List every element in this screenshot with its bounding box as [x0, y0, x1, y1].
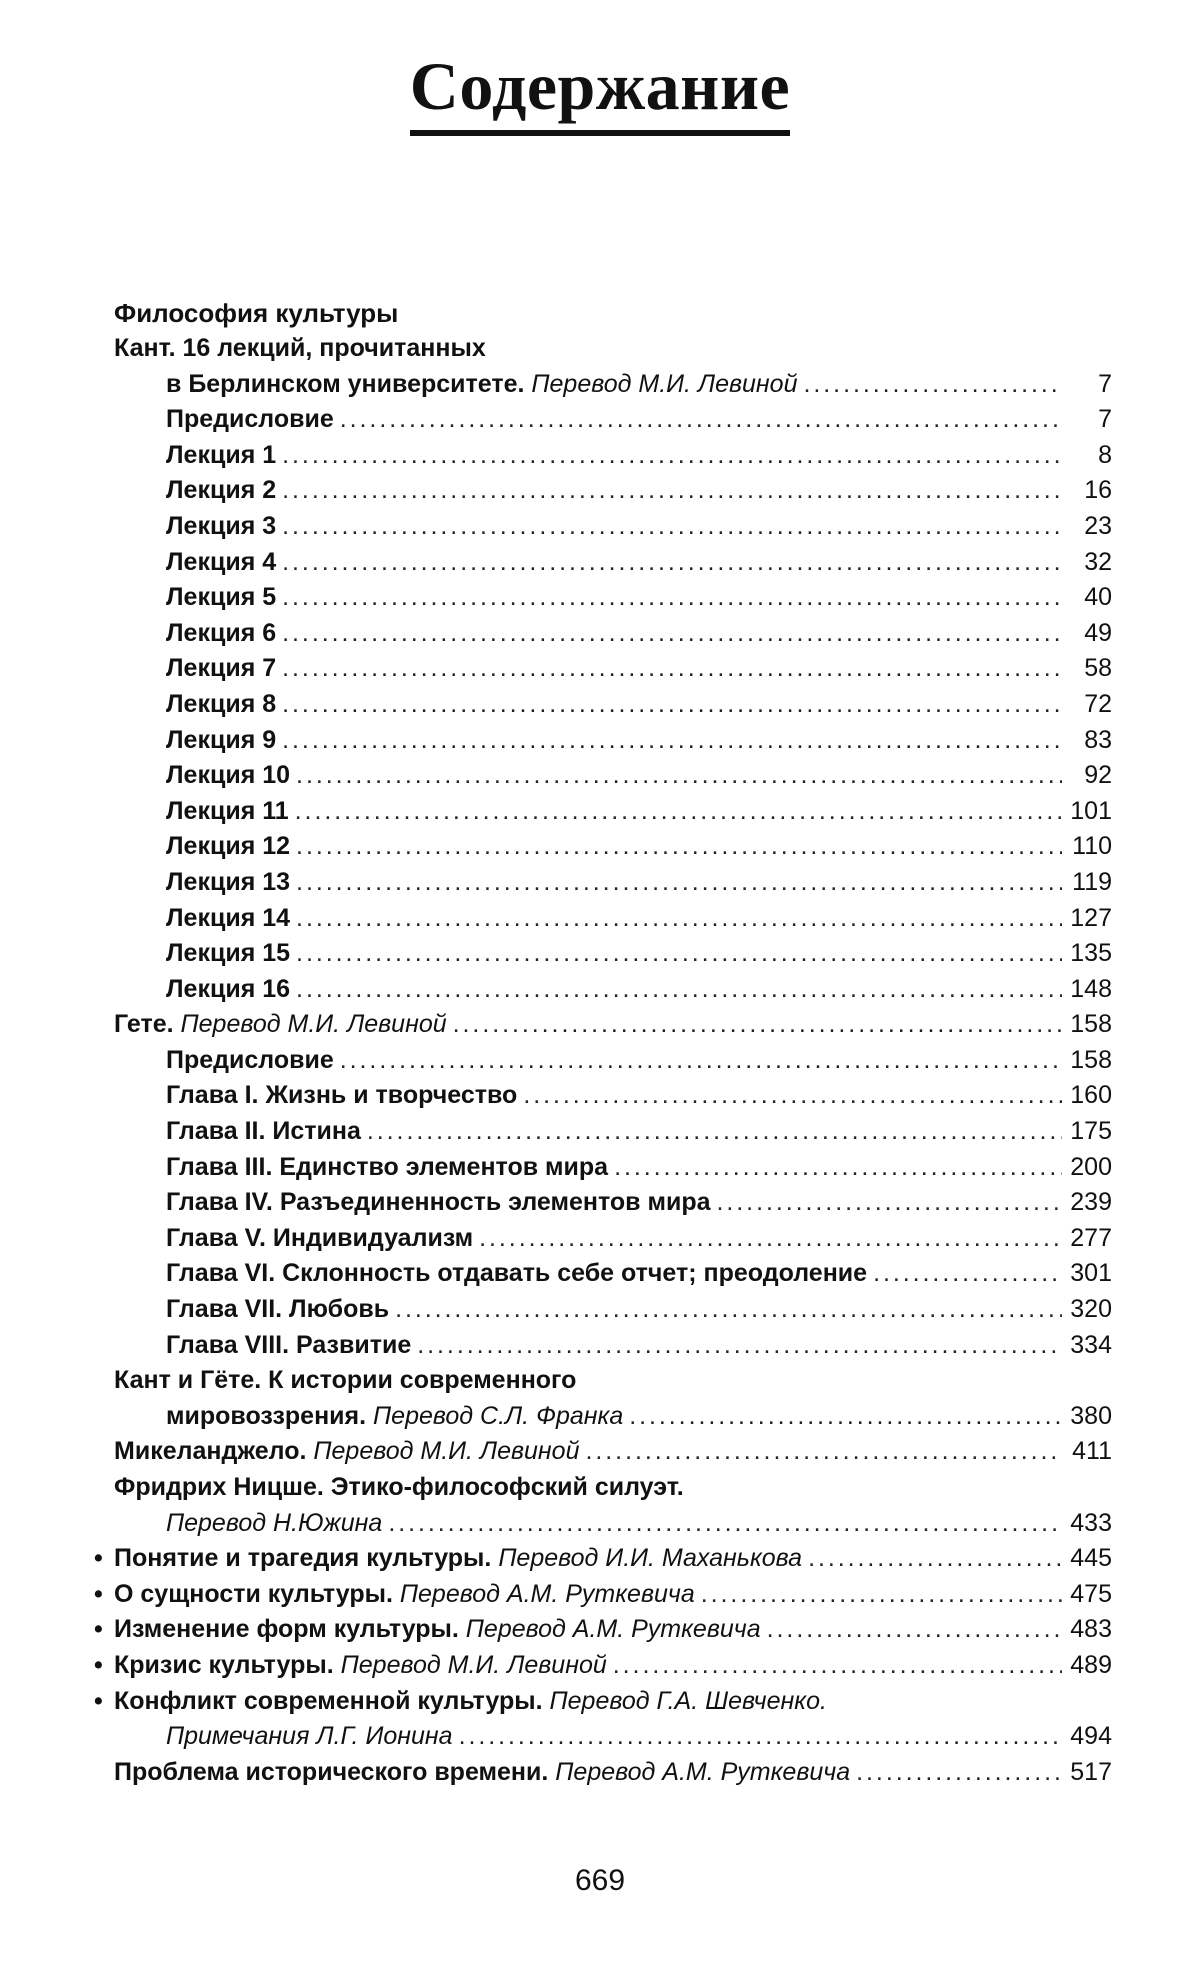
dot-leader: [614, 1150, 1062, 1186]
toc-entry[interactable]: [114, 1043, 1112, 1079]
goethe-chapters-list: [114, 1043, 1112, 1363]
dot-leader: [282, 438, 1062, 474]
toc-entry[interactable]: [114, 723, 1112, 759]
page-ref: 475: [1070, 1579, 1112, 1608]
dot-leader: [804, 367, 1063, 403]
toc-entry-kant[interactable]: [114, 367, 1112, 403]
dot-leader: [586, 1434, 1063, 1470]
page-ref: 334: [1070, 1330, 1112, 1359]
page-ref: 119: [1072, 867, 1112, 896]
page-ref: 83: [1084, 725, 1112, 754]
toc-entry[interactable]: [94, 1612, 1112, 1648]
dot-leader: [873, 1256, 1062, 1292]
entry-title: Лекция 11: [166, 796, 289, 825]
toc-entry-problem[interactable]: [114, 1755, 1112, 1791]
dot-leader: [296, 901, 1062, 937]
page-ref: 380: [1070, 1401, 1112, 1430]
toc-entry[interactable]: [114, 438, 1112, 474]
entry-title: Лекция 14: [166, 903, 291, 932]
dot-leader: [282, 723, 1062, 759]
page-ref: 200: [1070, 1152, 1112, 1181]
toc-entry[interactable]: [114, 1150, 1112, 1186]
bullet-mark: •: [94, 1686, 103, 1715]
entry-translator: Перевод С.Л. Франка: [373, 1401, 624, 1430]
table-of-contents: [94, 295, 1112, 1790]
toc-entry[interactable]: [94, 1541, 1112, 1577]
entry-translator: Перевод А.М. Руткевича: [555, 1757, 851, 1786]
entry-title: Лекция 5: [166, 583, 277, 612]
dot-leader: [367, 1114, 1062, 1150]
page-ref: 58: [1084, 654, 1112, 683]
dot-leader: [701, 1577, 1062, 1613]
entry-title: Лекция 2: [166, 476, 277, 505]
toc-entry[interactable]: [94, 1648, 1112, 1684]
page-ref: 127: [1070, 903, 1112, 932]
entry-translator: Перевод И.И. Маханькова: [498, 1544, 803, 1573]
page-ref: 301: [1070, 1259, 1112, 1288]
toc-entry[interactable]: [114, 1256, 1112, 1292]
entry-title: Гете.: [114, 1010, 174, 1039]
entry-title: Лекция 16: [166, 974, 291, 1003]
page-title: Содержание: [0, 52, 1200, 136]
entry-title: Лекция 1: [166, 440, 277, 469]
page-ref: 411: [1072, 1437, 1112, 1466]
page-ref: 160: [1070, 1081, 1112, 1110]
page-ref: 7: [1098, 369, 1112, 398]
page-ref: 483: [1070, 1615, 1112, 1644]
entry-title: Лекция 13: [166, 867, 291, 896]
section-heading: Философия культуры: [114, 298, 399, 328]
entry-title: Микеланджело.: [114, 1437, 307, 1466]
toc-entry-kant-goethe-title: Кант и Гёте. К истории современного: [114, 1366, 577, 1395]
entry-title: Проблема исторического времени.: [114, 1757, 549, 1786]
dot-leader: [340, 1043, 1062, 1079]
toc-entry[interactable]: [114, 972, 1112, 1008]
entry-title: Лекция 12: [166, 832, 291, 861]
dot-leader: [282, 687, 1062, 723]
page-ref: 175: [1070, 1117, 1112, 1146]
toc-entry[interactable]: [114, 1114, 1112, 1150]
dot-leader: [296, 758, 1062, 794]
page-ref: 32: [1084, 547, 1112, 576]
toc-entry[interactable]: [114, 1328, 1112, 1364]
page-ref: 40: [1084, 583, 1112, 612]
entry-translator: Перевод М.И. Левиной: [313, 1437, 580, 1466]
bulleted-entries-list: [94, 1541, 1112, 1683]
bullet-mark: •: [94, 1615, 103, 1644]
toc-entry[interactable]: [114, 901, 1112, 937]
toc-entry-goethe[interactable]: [114, 1007, 1112, 1043]
toc-entry-conflict-title: [94, 1684, 1112, 1720]
dot-leader: [767, 1612, 1062, 1648]
toc-entry[interactable]: [114, 1292, 1112, 1328]
entry-title: Изменение форм культуры.: [114, 1615, 459, 1644]
toc-entry[interactable]: [114, 865, 1112, 901]
entry-title: Кризис культуры.: [114, 1650, 334, 1679]
entry-title: Глава V. Индивидуализм: [166, 1223, 474, 1252]
entry-title: мировоззрения.: [166, 1401, 367, 1430]
toc-entry-nietzsche-title: Фридрих Ницше. Этико-философский силуэт.: [114, 1473, 684, 1501]
page-ref: 433: [1070, 1508, 1112, 1537]
toc-entry[interactable]: [114, 473, 1112, 509]
entry-translator: Перевод Н.Южина: [166, 1508, 383, 1537]
page-ref: 148: [1070, 974, 1112, 1003]
page-ref: 16: [1084, 476, 1112, 505]
toc-entry-conflict[interactable]: [114, 1719, 1112, 1755]
entry-title: Предисловие: [166, 1045, 334, 1074]
entry-translator: Перевод М.И. Левиной: [531, 369, 798, 398]
dot-leader: [282, 509, 1062, 545]
page-ref: 92: [1084, 761, 1112, 790]
toc-entry[interactable]: [114, 616, 1112, 652]
entry-title: Лекция 15: [166, 939, 291, 968]
entry-title: Лекция 9: [166, 725, 277, 754]
entry-title: Конфликт современной культуры.: [114, 1686, 543, 1715]
dot-leader: [417, 1328, 1062, 1364]
page-ref: 101: [1070, 796, 1112, 825]
entry-title: Предисловие: [166, 405, 334, 434]
toc-entry[interactable]: [114, 509, 1112, 545]
page-ref: 49: [1084, 618, 1112, 647]
toc-entry[interactable]: [114, 936, 1112, 972]
dot-leader: [296, 829, 1062, 865]
page-ref: 445: [1070, 1544, 1112, 1573]
dot-leader: [296, 972, 1062, 1008]
page-ref: 158: [1070, 1045, 1112, 1074]
bullet-mark: •: [94, 1544, 103, 1573]
entry-translator: Перевод М.И. Левиной: [180, 1010, 447, 1039]
entry-title: Глава VIII. Развитие: [166, 1330, 412, 1359]
page-ref: 320: [1070, 1295, 1112, 1324]
dot-leader: [717, 1185, 1063, 1221]
entry-title: Лекция 8: [166, 689, 277, 718]
toc-entry[interactable]: [114, 1078, 1112, 1114]
page-ref: 239: [1070, 1188, 1112, 1217]
toc-entry-kant-title: Кант. 16 лекций, прочитанных: [114, 334, 486, 362]
dot-leader: [629, 1399, 1062, 1435]
page-ref: 8: [1098, 440, 1112, 469]
page-ref: 277: [1070, 1223, 1112, 1252]
entry-title: Лекция 4: [166, 547, 277, 576]
entry-title: Глава I. Жизнь и творчество: [166, 1081, 518, 1110]
dot-leader: [523, 1078, 1062, 1114]
dot-leader: [388, 1506, 1062, 1542]
entry-title: Глава II. Истина: [166, 1117, 361, 1146]
dot-leader: [856, 1755, 1062, 1791]
kant-lectures-list: [114, 402, 1112, 1007]
entry-title: Глава VI. Склонность отдавать себе отчет; преодоление: [166, 1259, 868, 1288]
entry-translator: Перевод Г.А. Шевченко.: [549, 1686, 827, 1715]
entry-title: О сущности культуры.: [114, 1579, 393, 1608]
entry-title: Лекция 7: [166, 654, 277, 683]
toc-entry[interactable]: [114, 651, 1112, 687]
entry-title: Понятие и трагедия культуры.: [114, 1544, 492, 1573]
dot-leader: [282, 580, 1062, 616]
page-ref: 158: [1070, 1010, 1112, 1039]
bullet-mark: •: [94, 1579, 103, 1608]
entry-title: в Берлинском университете.: [166, 369, 525, 398]
page-ref: 72: [1084, 689, 1112, 718]
toc-entry[interactable]: [114, 794, 1112, 830]
toc-entry[interactable]: [114, 1221, 1112, 1257]
dot-leader: [479, 1221, 1062, 1257]
page-ref: 110: [1072, 832, 1112, 861]
dot-leader: [282, 651, 1062, 687]
page-ref: 489: [1070, 1650, 1112, 1679]
entry-translator: Перевод М.И. Левиной: [340, 1650, 607, 1679]
toc-entry[interactable]: [114, 758, 1112, 794]
toc-entry[interactable]: [114, 687, 1112, 723]
entry-title: Лекция 6: [166, 618, 277, 647]
toc-entry[interactable]: [114, 1185, 1112, 1221]
dot-leader: [459, 1719, 1062, 1755]
toc-entry-michelangelo[interactable]: [114, 1434, 1112, 1470]
toc-entry[interactable]: [94, 1577, 1112, 1613]
entry-title: Лекция 3: [166, 511, 277, 540]
bullet-mark: •: [94, 1650, 103, 1679]
dot-leader: [282, 616, 1062, 652]
entry-translator: Перевод А.М. Руткевича: [399, 1579, 695, 1608]
page-ref: 23: [1084, 511, 1112, 540]
entry-title: Глава IV. Разъединенность элементов мира: [166, 1188, 711, 1217]
toc-entry[interactable]: [114, 402, 1112, 438]
entry-notes: Примечания Л.Г. Ионина: [166, 1722, 453, 1751]
toc-entry[interactable]: [114, 829, 1112, 865]
dot-leader: [295, 794, 1062, 830]
toc-entry[interactable]: [114, 580, 1112, 616]
toc-entry-nietzsche[interactable]: [114, 1506, 1112, 1542]
toc-entry-kant-goethe[interactable]: [114, 1399, 1112, 1435]
dot-leader: [282, 545, 1062, 581]
dot-leader: [613, 1648, 1062, 1684]
dot-leader: [296, 865, 1062, 901]
entry-title: Лекция 10: [166, 761, 291, 790]
dot-leader: [395, 1292, 1062, 1328]
dot-leader: [296, 936, 1062, 972]
dot-leader: [808, 1541, 1062, 1577]
entry-title: Глава VII. Любовь: [166, 1295, 390, 1324]
page-ref: 517: [1070, 1757, 1112, 1786]
dot-leader: [340, 402, 1062, 438]
page-number: 669: [574, 1864, 626, 1897]
page-ref: 494: [1070, 1722, 1112, 1751]
entry-title: Глава III. Единство элементов мира: [166, 1152, 609, 1181]
dot-leader: [453, 1007, 1062, 1043]
page-ref: 7: [1098, 405, 1112, 434]
page-ref: 135: [1070, 939, 1112, 968]
toc-entry[interactable]: [114, 545, 1112, 581]
entry-translator: Перевод А.М. Руткевича: [465, 1615, 761, 1644]
dot-leader: [282, 473, 1062, 509]
